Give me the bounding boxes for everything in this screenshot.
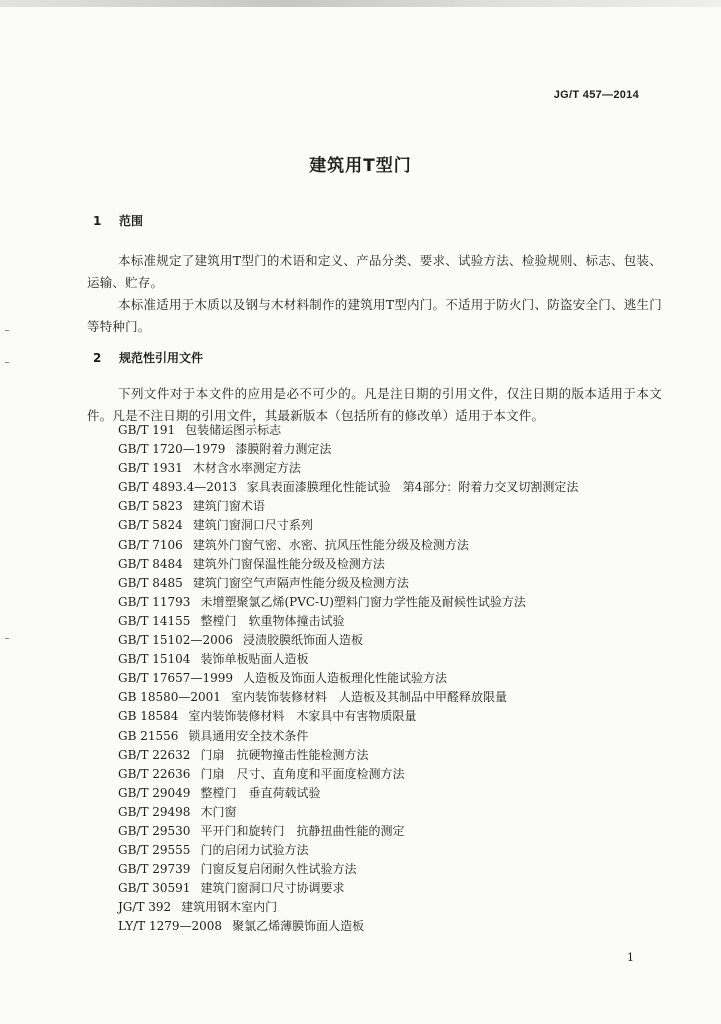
reference-code: GB/T 8484 (118, 556, 183, 571)
reference-item (118, 574, 578, 593)
reference-title: 聚氯乙烯薄膜饰面人造板 (232, 919, 365, 934)
reference-title: 整樘门 垂直荷载试验 (200, 785, 321, 800)
reference-code: GB/T 29739 (118, 862, 191, 877)
reference-item (118, 497, 578, 516)
reference-item (118, 669, 578, 688)
reference-code: GB/T 5824 (118, 518, 183, 533)
reference-item (118, 746, 578, 765)
reference-code: GB/T 22636 (118, 766, 191, 781)
reference-item (118, 478, 578, 497)
scan-artifact (0, 0, 721, 7)
reference-item (118, 612, 578, 631)
reference-code: GB/T 5823 (118, 499, 183, 514)
reference-title: 室内装饰装修材料 人造板及其制品中甲醛释放限量 (230, 690, 507, 705)
reference-item (118, 555, 578, 574)
reference-title: 锁具通用安全技术条件 (188, 728, 309, 743)
reference-code: GB/T 1720—1979 (118, 442, 226, 457)
reference-title: 浸渍胶膜纸饰面人造板 (242, 633, 363, 648)
reference-title: 平开门和旋转门 抗静扭曲性能的测定 (200, 823, 405, 838)
reference-item (118, 860, 578, 879)
reference-title: 建筑门窗洞口尺寸系列 (192, 518, 313, 533)
document-code: JG/T 457—2014 (553, 89, 639, 101)
reference-item (118, 440, 578, 459)
reference-code: GB/T 29530 (118, 823, 191, 838)
reference-title: 建筑外门窗保温性能分级及检测方法 (192, 556, 385, 571)
margin-mark (5, 330, 9, 331)
reference-title: 木材含水率测定方法 (192, 461, 301, 476)
reference-item (118, 516, 578, 535)
reference-code: GB/T 7106 (118, 537, 183, 552)
page-title: 建筑用T型门 (309, 156, 412, 176)
reference-item (118, 688, 578, 707)
reference-item (118, 593, 578, 612)
section-number: 1 (93, 214, 102, 228)
reference-code: GB/T 15104 (118, 652, 191, 667)
reference-code: GB 18584 (118, 709, 179, 724)
section-title: 范围 (119, 214, 144, 228)
reference-item (118, 765, 578, 784)
reference-code: GB/T 29555 (118, 843, 191, 858)
margin-mark (5, 638, 9, 639)
reference-code: GB/T 191 (118, 423, 176, 437)
reference-item (118, 841, 578, 860)
reference-title: 家具表面漆膜理化性能试验 第4部分：附着力交叉切割测定法 (246, 480, 579, 495)
reference-title: 门扇 抗硬物撞击性能检测方法 (200, 747, 369, 762)
reference-code: GB/T 29049 (118, 785, 191, 800)
reference-title: 漆膜附着力测定法 (235, 442, 332, 457)
reference-code: GB/T 30591 (118, 881, 191, 896)
page-number: 1 (627, 951, 634, 964)
scope-paragraph-1: 本标准规定了建筑用T型门的术语和定义、产品分类、要求、试验方法、检验规则、标志、包装、运输、贮存。 (87, 253, 662, 290)
reference-list (118, 421, 578, 937)
reference-code: GB/T 22632 (118, 747, 191, 762)
reference-title: 室内装饰装修材料 木家具中有害物质限量 (188, 709, 417, 724)
reference-title: 装饰单板贴面人造板 (200, 652, 309, 667)
reference-item (118, 707, 578, 726)
reference-code: GB/T 17657—1999 (118, 671, 233, 686)
reference-title: 木门窗 (200, 804, 237, 819)
margin-mark (5, 362, 9, 363)
reference-item (118, 898, 578, 917)
reference-code: LY/T 1279—2008 (118, 919, 223, 934)
reference-item (118, 421, 578, 440)
reference-item (118, 803, 578, 822)
reference-title: 整樘门 软重物体撞击试验 (200, 613, 345, 628)
section-1-heading (93, 212, 143, 229)
reference-item (118, 727, 578, 746)
reference-item (118, 459, 578, 478)
section-number: 2 (93, 351, 102, 365)
reference-title: 门的启闭力试验方法 (200, 843, 309, 858)
reference-title: 门窗反复启闭耐久性试验方法 (200, 862, 357, 877)
reference-item (118, 536, 578, 555)
reference-title: 人造板及饰面人造板理化性能试验方法 (242, 671, 447, 686)
reference-title: 建筑外门窗气密、水密、抗风压性能分级及检测方法 (192, 537, 469, 552)
reference-code: GB/T 11793 (118, 594, 191, 609)
reference-code: GB/T 8485 (118, 575, 183, 590)
reference-item (118, 917, 578, 936)
reference-item (118, 879, 578, 898)
reference-code: GB/T 15102—2006 (118, 633, 233, 648)
reference-title: 建筑门窗术语 (192, 499, 265, 514)
references-intro-paragraph: 下列文件对于本文件的应用是必不可少的。凡是注日期的引用文件，仅注日期的版本适用于本文件。凡是不注日期的引用文件，其最新版本（包括所有的修改单）适用于本文件。 (87, 386, 662, 423)
reference-item (118, 650, 578, 669)
section-title: 规范性引用文件 (119, 351, 204, 365)
reference-code: GB 18580—2001 (118, 690, 221, 705)
reference-code: GB 21556 (118, 728, 179, 743)
reference-title: 未增塑聚氯乙烯(PVC-U)塑料门窗力学性能及耐候性试验方法 (200, 594, 526, 609)
reference-code: GB/T 29498 (118, 804, 191, 819)
reference-code: GB/T 1931 (118, 461, 183, 476)
scope-paragraph-2: 本标准适用于木质以及钢与木材料制作的建筑用T型内门。不适用于防火门、防盗安全门、逃生门等特种门。 (87, 297, 662, 334)
reference-item (118, 631, 578, 650)
reference-code: GB/T 14155 (118, 613, 191, 628)
reference-item (118, 784, 578, 803)
reference-title: 门扇 尺寸、直角度和平面度检测方法 (200, 766, 405, 781)
reference-title: 建筑门窗洞口尺寸协调要求 (200, 881, 345, 896)
reference-code: GB/T 4893.4—2013 (118, 480, 237, 495)
reference-title: 包装储运图示标志 (185, 423, 282, 437)
reference-title: 建筑门窗空气声隔声性能分级及检测方法 (192, 575, 409, 590)
reference-title: 建筑用钢木室内门 (181, 900, 278, 915)
reference-item (118, 822, 578, 841)
section-2-heading (93, 349, 203, 366)
reference-code: JG/T 392 (118, 900, 172, 915)
